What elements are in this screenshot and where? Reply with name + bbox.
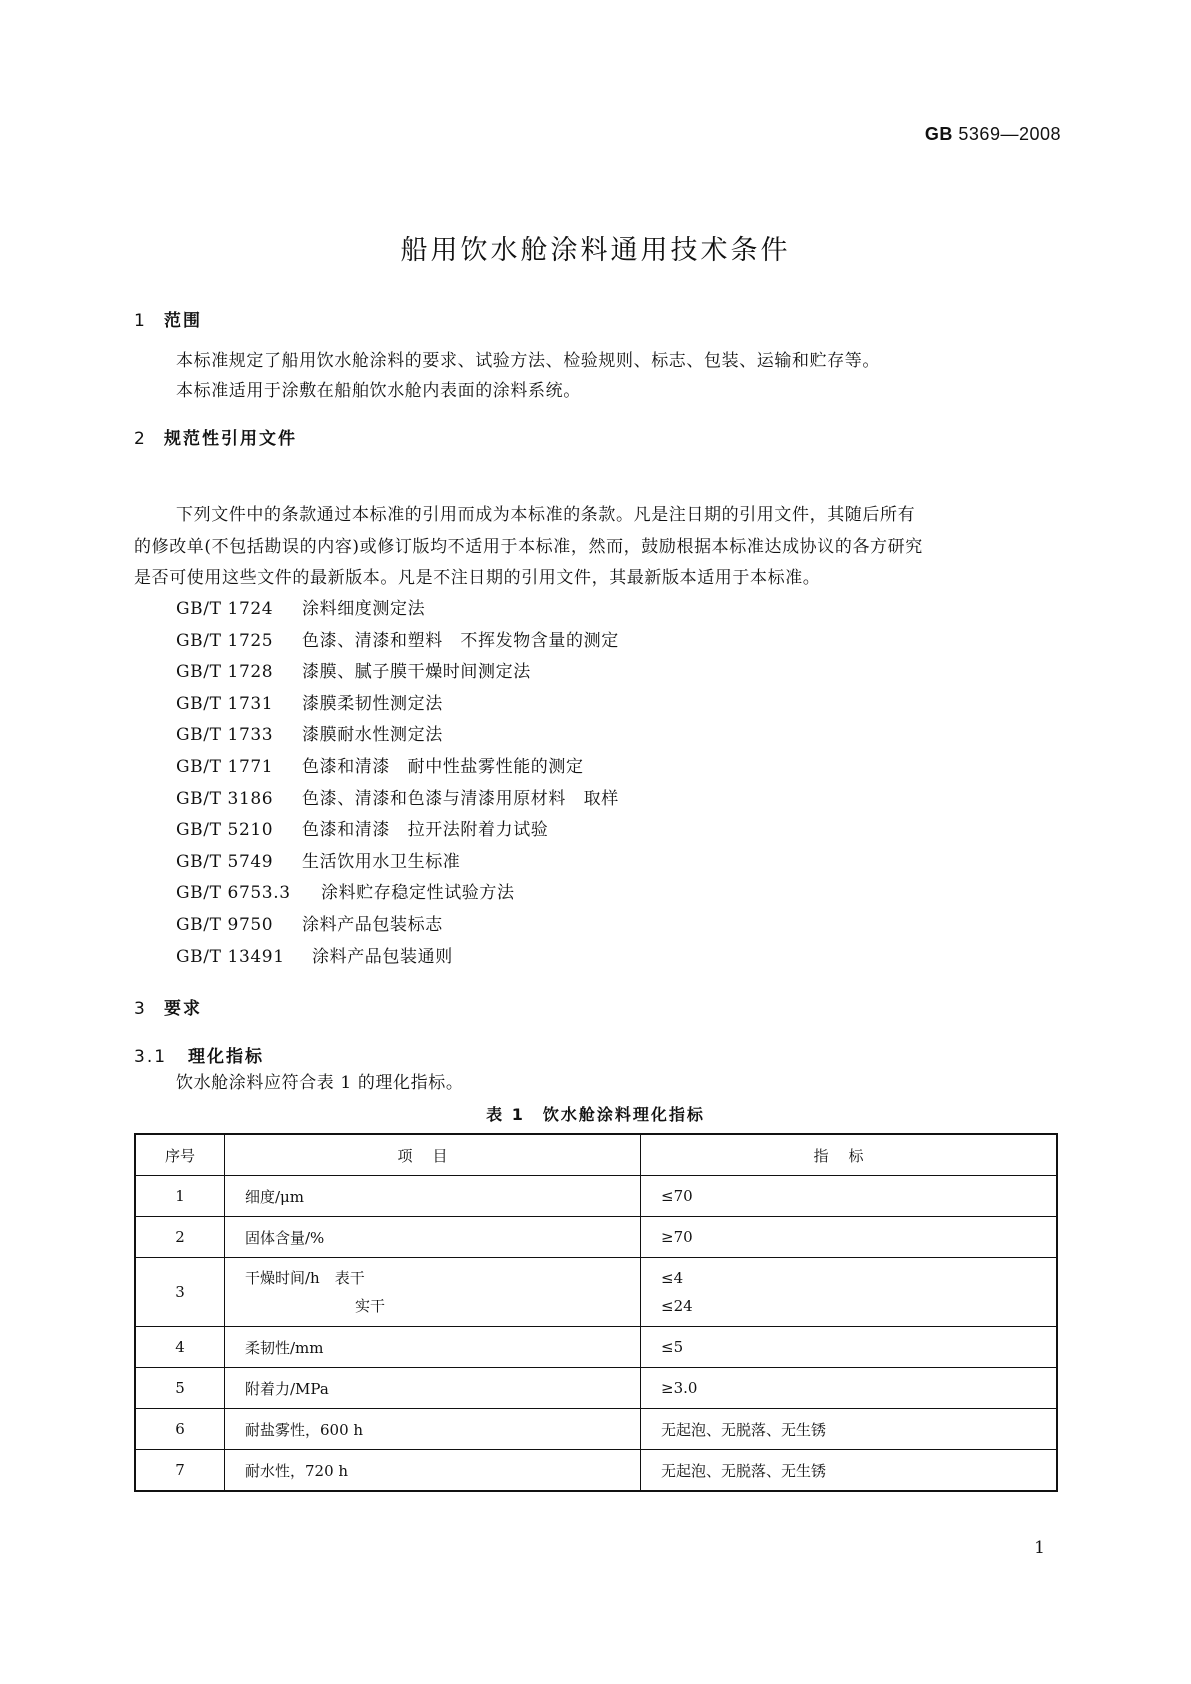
cell-no: 7 bbox=[135, 1450, 225, 1492]
reference-item bbox=[176, 942, 619, 974]
cell-item: 固体含量/% bbox=[225, 1217, 641, 1258]
reference-code: GB/T 1733 bbox=[176, 725, 274, 746]
reference-title: 漆膜、腻子膜干燥时间测定法 bbox=[302, 662, 531, 683]
table-row bbox=[135, 1450, 1057, 1492]
reference-title: 漆膜耐水性测定法 bbox=[302, 725, 443, 746]
reference-title: 色漆、清漆和色漆与清漆用原材料 取样 bbox=[302, 788, 619, 809]
section-3-number: 3 bbox=[134, 999, 147, 1019]
table-row bbox=[135, 1176, 1057, 1217]
reference-code: GB/T 1724 bbox=[176, 599, 274, 619]
cell-item: 柔韧性/mm bbox=[225, 1327, 641, 1368]
reference-item bbox=[176, 784, 619, 816]
reference-code: GB/T 5210 bbox=[176, 820, 274, 841]
cell-value bbox=[641, 1258, 1058, 1327]
normative-references-list bbox=[176, 594, 619, 973]
cell-item: 附着力/MPa bbox=[225, 1368, 641, 1409]
reference-item bbox=[176, 878, 619, 910]
reference-code: GB/T 1731 bbox=[176, 693, 274, 714]
cell-no: 1 bbox=[135, 1176, 225, 1217]
reference-code: GB/T 3186 bbox=[176, 788, 274, 809]
reference-title: 涂料贮存稳定性试验方法 bbox=[321, 883, 515, 904]
section-3-heading bbox=[134, 994, 202, 1019]
reference-code: GB/T 9750 bbox=[176, 914, 274, 935]
cell-value: ≥3.0 bbox=[641, 1368, 1058, 1409]
reference-title: 涂料产品包装通则 bbox=[312, 946, 453, 967]
cell-value: 无起泡、无脱落、无生锈 bbox=[641, 1409, 1058, 1450]
section-1-number: 1 bbox=[134, 311, 147, 331]
reference-item bbox=[176, 910, 619, 942]
section-1-para-1: 本标准规定了船用饮水舱涂料的要求、试验方法、检验规则、标志、包装、运输和贮存等。 bbox=[176, 351, 880, 371]
reference-item bbox=[176, 594, 619, 626]
cell-item bbox=[225, 1258, 641, 1327]
table-row bbox=[135, 1217, 1057, 1258]
section-3-1-para: 饮水舱涂料应符合表 1 的理化指标。 bbox=[176, 1073, 464, 1093]
standard-code bbox=[925, 124, 1061, 145]
section-2-heading bbox=[134, 424, 297, 449]
cell-value-line-2: ≤24 bbox=[661, 1297, 693, 1315]
reference-title: 色漆、清漆和塑料 不挥发物含量的测定 bbox=[302, 630, 619, 651]
cell-no: 6 bbox=[135, 1409, 225, 1450]
col-header-no: 序号 bbox=[135, 1134, 225, 1176]
cell-item-line-1: 干燥时间/h 表干 bbox=[245, 1269, 365, 1287]
col-header-value: 指标 bbox=[641, 1134, 1058, 1176]
table-row bbox=[135, 1368, 1057, 1409]
table-row bbox=[135, 1327, 1057, 1368]
page-number: 1 bbox=[1034, 1538, 1045, 1558]
section-2-para-line-1: 下列文件中的条款通过本标准的引用而成为本标准的条款。凡是注日期的引用文件，其随后所有 bbox=[176, 505, 916, 525]
section-2-title: 规范性引用文件 bbox=[164, 429, 297, 449]
section-3-1-title: 理化指标 bbox=[188, 1047, 264, 1067]
section-3-title: 要求 bbox=[164, 999, 202, 1019]
table-1 bbox=[134, 1133, 1058, 1492]
cell-no: 4 bbox=[135, 1327, 225, 1368]
section-1-heading bbox=[134, 306, 202, 331]
table-1-caption: 表 1 饮水舱涂料理化指标 bbox=[486, 1105, 705, 1124]
section-1-para-2: 本标准适用于涂敷在船舶饮水舱内表面的涂料系统。 bbox=[176, 381, 581, 401]
cell-item: 细度/μm bbox=[225, 1176, 641, 1217]
reference-item bbox=[176, 847, 619, 879]
reference-code: GB/T 1725 bbox=[176, 630, 274, 651]
cell-no: 5 bbox=[135, 1368, 225, 1409]
cell-item: 耐水性，720 h bbox=[225, 1450, 641, 1492]
reference-title: 涂料细度测定法 bbox=[302, 599, 426, 619]
reference-code: GB/T 1771 bbox=[176, 756, 274, 777]
reference-item bbox=[176, 626, 619, 658]
table-row bbox=[135, 1258, 1057, 1327]
section-2-para-line-3: 是否可使用这些文件的最新版本。凡是不注日期的引用文件，其最新版本适用于本标准。 bbox=[134, 568, 821, 588]
section-3-1-heading bbox=[134, 1042, 264, 1067]
cell-value-line-1: ≤4 bbox=[661, 1269, 684, 1287]
document-title: 船用饮水舱涂料通用技术条件 bbox=[400, 235, 791, 266]
reference-item bbox=[176, 720, 619, 752]
cell-value: ≤70 bbox=[641, 1176, 1058, 1217]
col-header-item: 项目 bbox=[225, 1134, 641, 1176]
cell-item-line-2: 实干 bbox=[355, 1297, 386, 1315]
reference-title: 色漆和清漆 耐中性盐雾性能的测定 bbox=[302, 756, 584, 777]
reference-item bbox=[176, 815, 619, 847]
cell-value: 无起泡、无脱落、无生锈 bbox=[641, 1450, 1058, 1492]
cell-value: ≤5 bbox=[641, 1327, 1058, 1368]
cell-no: 3 bbox=[135, 1258, 225, 1327]
section-3-1-number: 3.1 bbox=[134, 1047, 168, 1067]
reference-item bbox=[176, 689, 619, 721]
reference-title: 色漆和清漆 拉开法附着力试验 bbox=[302, 820, 549, 841]
section-2-number: 2 bbox=[134, 429, 147, 449]
reference-item bbox=[176, 657, 619, 689]
section-1-title: 范围 bbox=[164, 311, 202, 331]
standard-prefix: GB bbox=[924, 124, 953, 144]
reference-title: 生活饮用水卫生标准 bbox=[302, 851, 461, 872]
reference-code: GB/T 13491 bbox=[176, 946, 285, 967]
reference-code: GB/T 6753.3 bbox=[176, 883, 291, 904]
table-row bbox=[135, 1409, 1057, 1450]
cell-no: 2 bbox=[135, 1217, 225, 1258]
cell-item: 耐盐雾性，600 h bbox=[225, 1409, 641, 1450]
section-2-para-line-2: 的修改单(不包括勘误的内容)或修订版均不适用于本标准，然而，鼓励根据本标准达成协议的各方研究 bbox=[134, 537, 923, 557]
reference-code: GB/T 5749 bbox=[176, 851, 274, 872]
reference-title: 漆膜柔韧性测定法 bbox=[302, 693, 443, 714]
reference-code: GB/T 1728 bbox=[176, 662, 274, 683]
cell-value: ≥70 bbox=[641, 1217, 1058, 1258]
standard-number: 5369—2008 bbox=[958, 124, 1061, 144]
reference-item bbox=[176, 752, 619, 784]
reference-title: 涂料产品包装标志 bbox=[302, 914, 443, 935]
table-header-row bbox=[135, 1134, 1057, 1176]
